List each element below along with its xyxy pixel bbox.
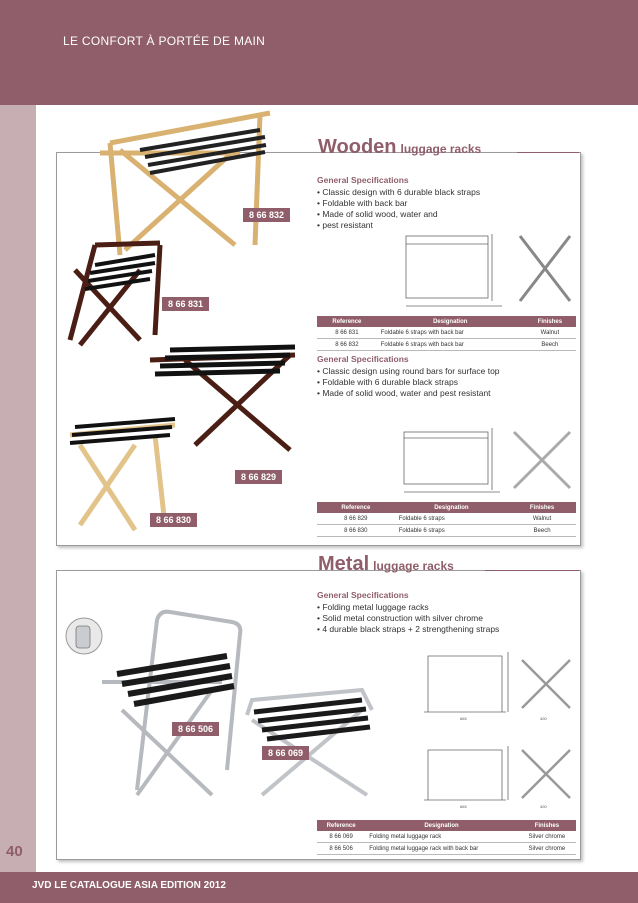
cell-finish: Silver chrome <box>518 831 576 843</box>
ref-tag-866832: 8 66 832 <box>243 208 290 222</box>
wooden-title-main: Wooden <box>318 136 397 158</box>
dim-label: 400 <box>540 716 547 721</box>
spec-item: • Folding metal luggage racks <box>317 602 572 613</box>
spec-item: • Made of solid wood, water and <box>317 209 517 220</box>
wooden-spec1-list <box>317 187 517 231</box>
col-header-designation: Designation <box>377 316 524 327</box>
col-header-designation: Designation <box>395 502 508 513</box>
cell-finish: Silver chrome <box>518 843 576 855</box>
metal-title-sub: luggage racks <box>373 559 454 573</box>
spec-item: • Classic design with 6 durable black straps <box>317 187 517 198</box>
wooden-spec2-list <box>317 366 572 399</box>
spec-item: • 4 durable black straps + 2 strengthening straps <box>317 624 572 635</box>
table-row <box>317 513 576 525</box>
wooden-section-title <box>318 136 481 159</box>
ref-tag-866506: 8 66 506 <box>172 722 219 736</box>
spec-item: • Classic design using round bars for surface top <box>317 366 572 377</box>
cell-designation: Folding metal luggage rack <box>365 831 518 843</box>
metal-title-rule <box>485 570 579 571</box>
cell-designation: Folding metal luggage rack with back bar <box>365 843 518 855</box>
cell-reference: 8 66 830 <box>317 525 395 537</box>
col-header-reference: Reference <box>317 502 395 513</box>
page-number: 40 <box>6 843 23 860</box>
dim-label: 400 <box>540 804 547 809</box>
spec-item: • Foldable with back bar <box>317 198 517 209</box>
table-row <box>317 831 576 843</box>
cell-designation: Foldable 6 straps <box>395 513 508 525</box>
header-title: LE CONFORT À PORTÉE DE MAIN <box>63 34 266 48</box>
table-row <box>317 339 576 351</box>
ref-tag-866830: 8 66 830 <box>150 513 197 527</box>
ref-tag-866829: 8 66 829 <box>235 470 282 484</box>
cell-finish: Beech <box>508 525 576 537</box>
dim-label: 665 <box>460 716 467 721</box>
spec-item: • Solid metal construction with silver chrome <box>317 613 572 624</box>
header-banner <box>0 0 638 105</box>
table-row <box>317 525 576 537</box>
cell-reference: 8 66 831 <box>317 327 377 339</box>
metal-title-main: Metal <box>318 553 370 575</box>
cell-designation: Foldable 6 straps with back bar <box>377 327 524 339</box>
cell-designation: Foldable 6 straps with back bar <box>377 339 524 351</box>
spec-item: • pest resistant <box>317 220 517 231</box>
spec-item: • Made of solid wood, water and pest resistant <box>317 388 572 399</box>
wooden-technical-drawing-2 <box>392 420 577 498</box>
cell-reference: 8 66 832 <box>317 339 377 351</box>
wooden-title-rule <box>517 152 579 153</box>
col-header-finishes: Finishes <box>524 316 576 327</box>
wooden-technical-drawing-1 <box>392 226 577 314</box>
cell-finish: Walnut <box>508 513 576 525</box>
cell-designation: Foldable 6 straps <box>395 525 508 537</box>
wooden-spec2-heading: General Specifications <box>317 354 409 364</box>
strap-detail-icon <box>66 618 102 654</box>
wooden-table-1 <box>317 316 576 351</box>
cell-finish: Walnut <box>524 327 576 339</box>
col-header-designation: Designation <box>365 820 518 831</box>
cell-reference: 8 66 069 <box>317 831 365 843</box>
col-header-reference: Reference <box>317 820 365 831</box>
col-header-reference: Reference <box>317 316 377 327</box>
table-row <box>317 843 576 855</box>
cell-reference: 8 66 829 <box>317 513 395 525</box>
metal-rack-back-bar <box>102 612 240 795</box>
metal-spec-heading: General Specifications <box>317 590 409 600</box>
ref-tag-866069: 8 66 069 <box>262 746 309 760</box>
metal-spec-list <box>317 602 572 635</box>
spec-item: • Foldable with 6 durable black straps <box>317 377 572 388</box>
wooden-spec1-heading: General Specifications <box>317 175 409 185</box>
metal-section-title <box>318 553 454 576</box>
col-header-finishes: Finishes <box>518 820 576 831</box>
dim-label: 665 <box>460 804 467 809</box>
col-header-finishes: Finishes <box>508 502 576 513</box>
metal-table <box>317 820 576 855</box>
side-strip <box>0 105 36 903</box>
ref-tag-866831: 8 66 831 <box>162 297 209 311</box>
wooden-table-2 <box>317 502 576 537</box>
table-row <box>317 327 576 339</box>
metal-technical-drawings <box>412 650 577 818</box>
wooden-title-sub: luggage racks <box>400 142 482 156</box>
cell-finish: Beech <box>524 339 576 351</box>
footer-text: JVD LE CATALOGUE ASIA EDITION 2012 <box>32 880 226 891</box>
cell-reference: 8 66 506 <box>317 843 365 855</box>
